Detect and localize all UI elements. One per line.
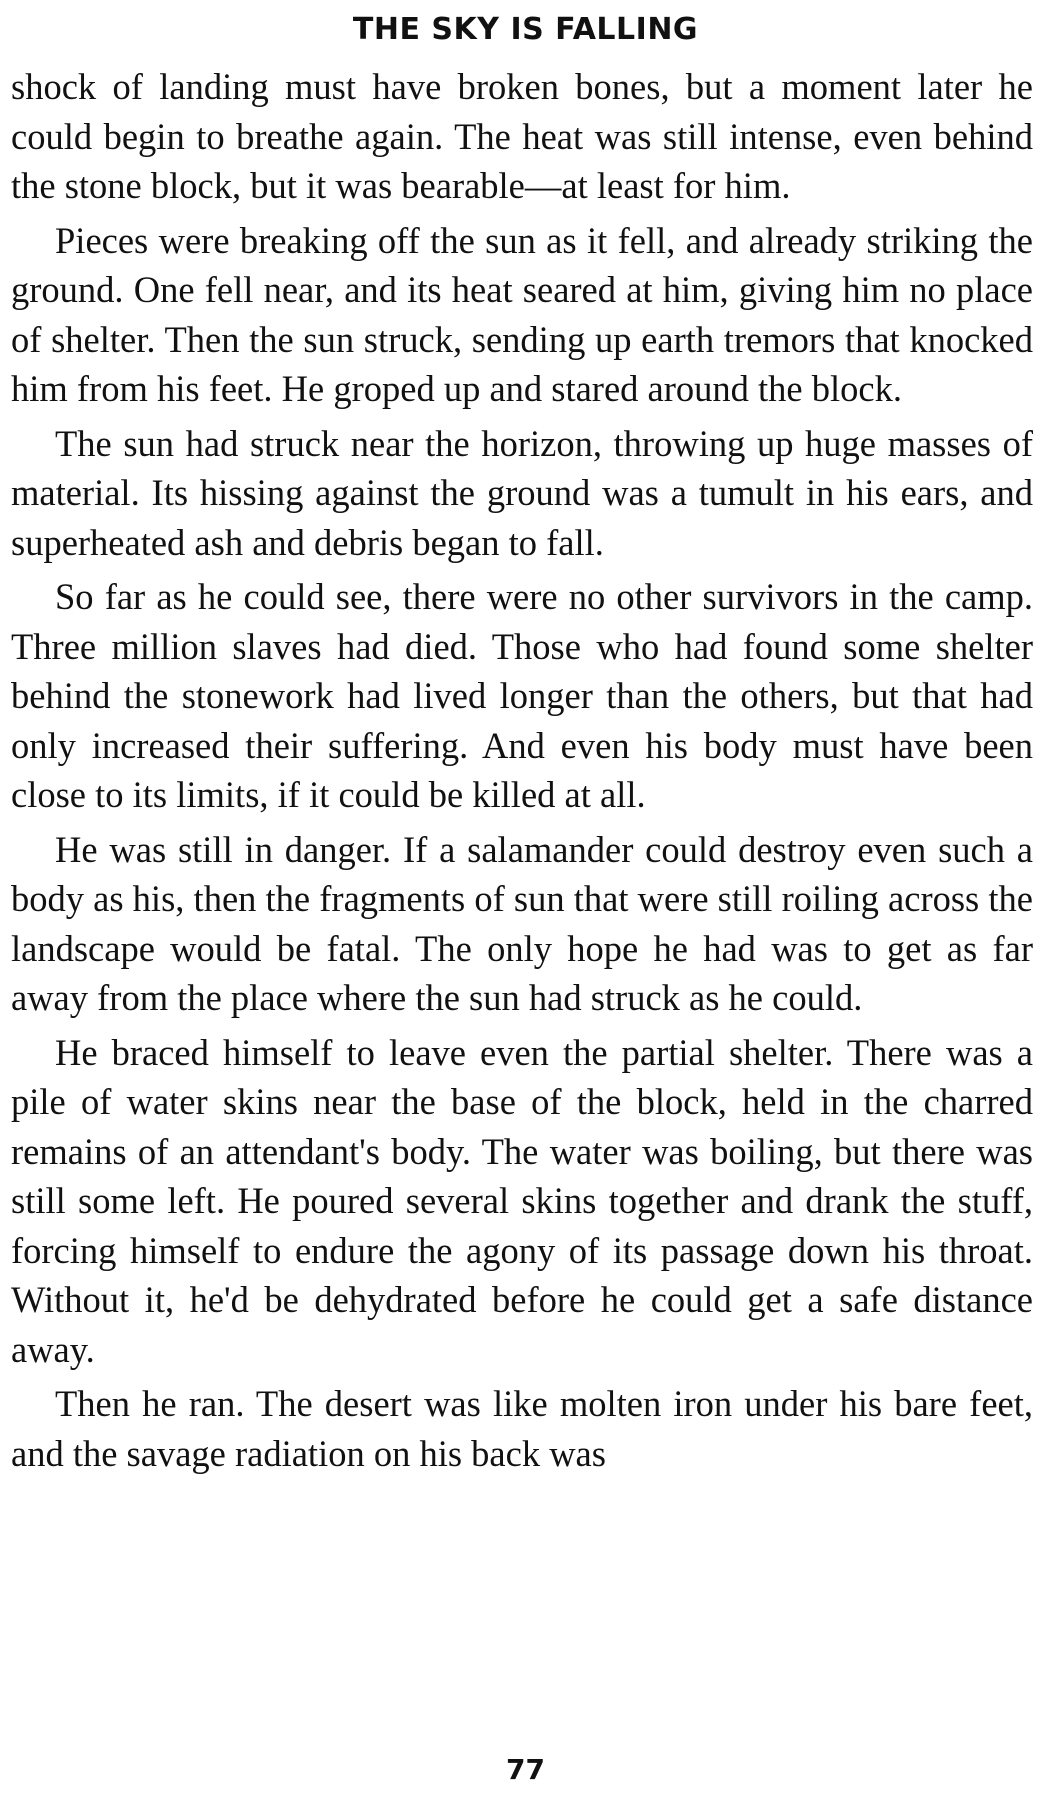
running-head: THE SKY IS FALLING (352, 12, 699, 47)
paragraph: He braced himself to leave even the partial shelter. There was a pile of water skins near the base of the block, held in the charred remains of an attendant's body. The water was boiling, but there was still some left. He poured several skins together and drank the stuff, forcing himself to endure the agony of its passage down his throat. Without it, he'd be dehydrated before he could get a safe distance away. (11, 1031, 1033, 1370)
page-number: 77 (506, 1753, 545, 1786)
paragraph: Pieces were breaking off the sun as it fell, and already striking the ground. One fell near, and its heat seared at him, giving him no place of shelter. Then the sun struck, sending up earth tremors that knocked him from his feet. He groped up and stared around the block. (11, 219, 1033, 409)
paragraph: So far as he could see, there were no other survivors in the camp. Three million slaves had died. Those who had found some shelter behind the stonework had lived longer than the others, but that had only increased their suffering. And even his body must have been close to its limits, if it could be killed at all. (11, 576, 1033, 815)
paragraph: He was still in danger. If a salamander could destroy even such a body as his, then the fragments of sun that were still roiling across the landscape would be fatal. The only hope he had was to get as far away from the place where the sun had struck as he could. (11, 828, 1033, 1018)
paragraph: shock of landing must have broken bones, but a moment later he could begin to breathe again. The heat was still intense, even behind the stone block, but it was bearable—at least for him. (11, 66, 1033, 206)
paragraph: The sun had struck near the horizon, throwing up huge masses of material. Its hissing against the ground was a tumult in his ears, and superheated ash and debris began to fall. (11, 422, 1033, 563)
body-text (11, 62, 1033, 1483)
paragraph: Then he ran. The desert was like molten iron under his bare feet, and the savage radiation on his back was (11, 1383, 1033, 1474)
